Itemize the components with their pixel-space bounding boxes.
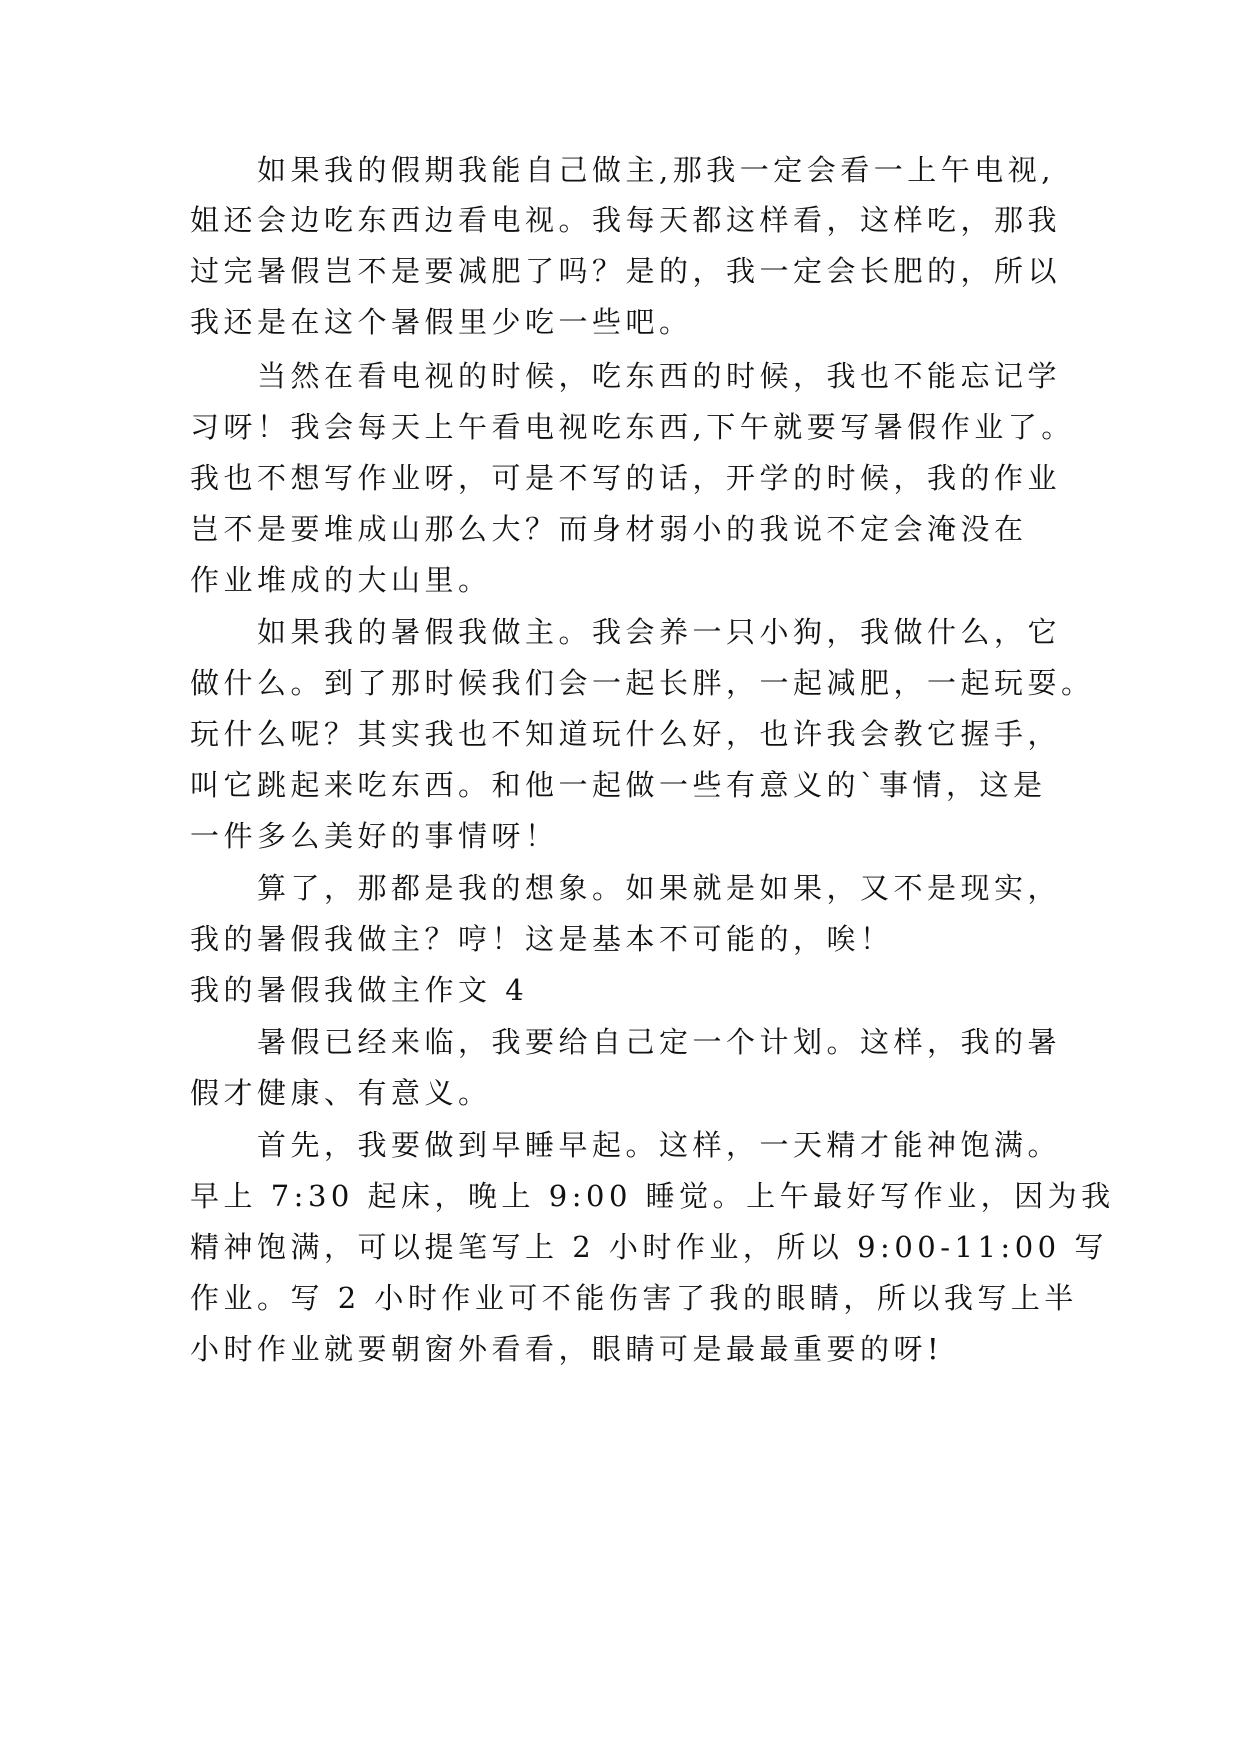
- text-line: 暑假已经来临，我要给自己定一个计划。这样，我的暑: [257, 1025, 1062, 1059]
- section-heading: 我的暑假我做主作文 4: [190, 973, 529, 1007]
- text-line: 当然在看电视的时候，吃东西的时候，我也不能忘记学: [257, 359, 1062, 393]
- text-line: 作业堆成的大山里。: [190, 563, 492, 597]
- text-line: 一件多么美好的事情呀！: [190, 819, 559, 853]
- text-line: 过完暑假岂不是要减肥了吗？是的，我一定会长肥的，所以: [190, 254, 1062, 288]
- text-line: 习呀！我会每天上午看电视吃东西,下午就要写暑假作业了。: [190, 410, 1075, 444]
- text-line: 岂不是要堆成山那么大？而身材弱小的我说不定会淹没在: [190, 512, 1028, 546]
- text-line: 做什么。到了那时候我们会一起长胖，一起减肥，一起玩耍。: [190, 666, 1095, 700]
- text-line: 如果我的假期我能自己做主,那我一定会看一上午电视,: [257, 153, 1055, 187]
- text-line: 首先，我要做到早睡早起。这样，一天精才能神饱满。: [257, 1128, 1062, 1162]
- text-line: 如果我的暑假我做主。我会养一只小狗，我做什么，它: [257, 615, 1062, 649]
- text-line: 我还是在这个暑假里少吃一些吧。: [190, 305, 693, 339]
- text-line: 叫它跳起来吃东西。和他一起做一些有意义的`事情，这是: [190, 768, 1047, 802]
- text-line: 假才健康、有意义。: [190, 1076, 492, 1110]
- text-line: 算了，那都是我的想象。如果就是如果，又不是现实，: [257, 871, 1062, 905]
- text-line: 玩什么呢？其实我也不知道玩什么好，也许我会教它握手，: [190, 717, 1062, 751]
- text-line: 精神饱满，可以提笔写上 2 小时作业，所以 9:00-11:00 写: [190, 1230, 1108, 1264]
- text-line: 作业。写 2 小时作业可不能伤害了我的眼睛，所以我写上半: [190, 1281, 1078, 1315]
- text-line: 姐还会边吃东西边看电视。我每天都这样看，这样吃，那我: [190, 203, 1062, 237]
- text-line: 我的暑假我做主？哼！这是基本不可能的，唉！: [190, 922, 894, 956]
- text-line: 早上 7:30 起床，晚上 9:00 睡觉。上午最好写作业，因为我: [190, 1179, 1115, 1213]
- text-line: 我也不想写作业呀，可是不写的话，开学的时候，我的作业: [190, 461, 1062, 495]
- text-line: 小时作业就要朝窗外看看，眼睛可是最最重要的呀!: [190, 1332, 944, 1366]
